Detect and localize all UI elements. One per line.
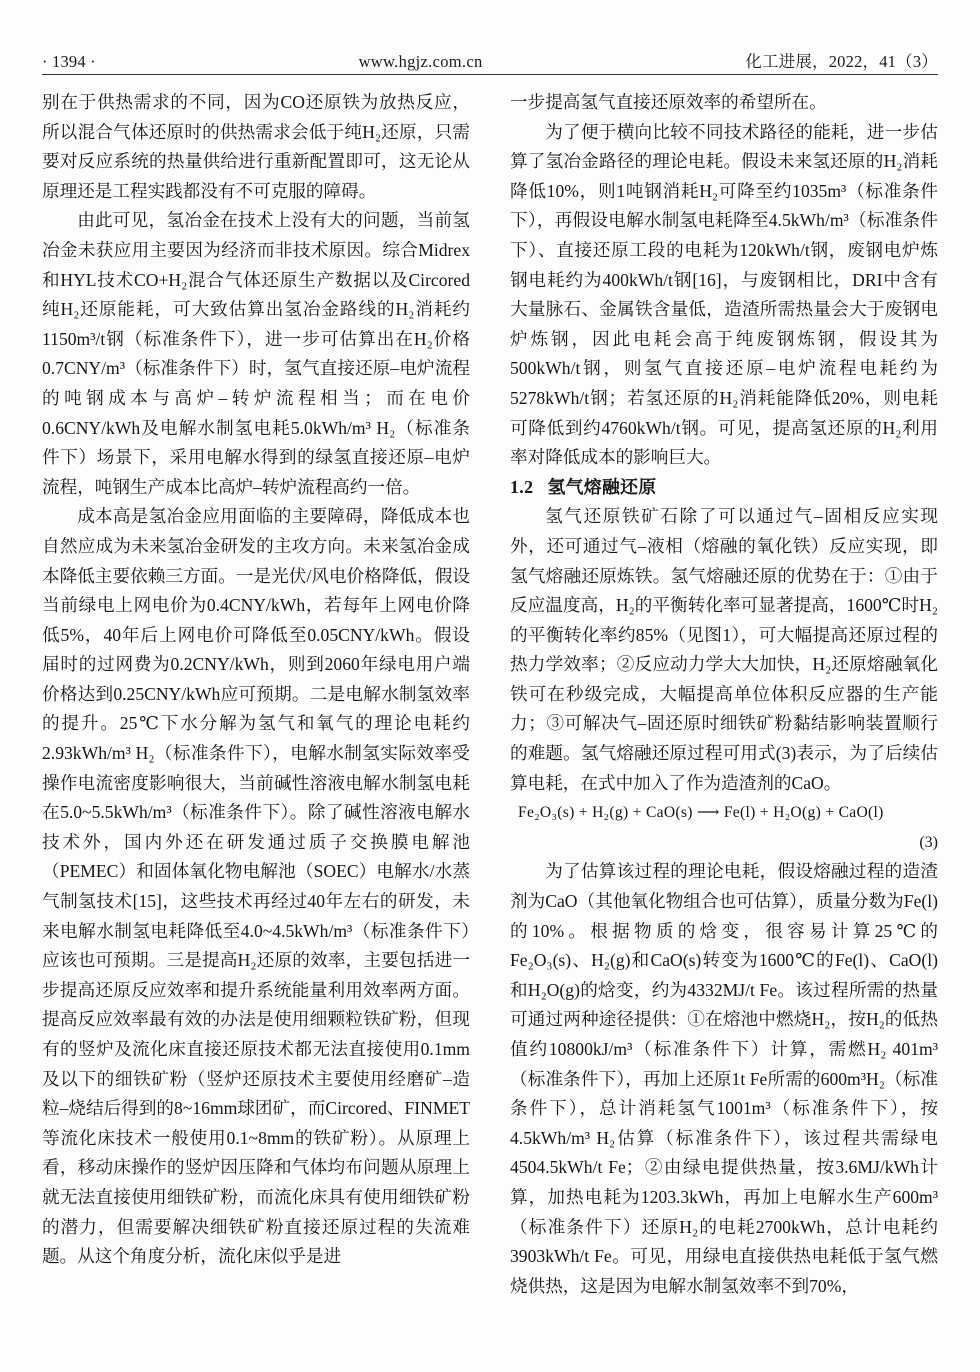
paragraph: 为了便于横向比较不同技术路径的能耗，进一步估算了氢冶金路径的理论电耗。假设未来氢还原的H₂消耗降低10%，则1吨钢消耗H₂可降至约1035m³（标准条件下），再假设电解水制氢电耗降至4.5kWh/m³（标准条件下）、直接还原工段的电耗为120kWh/t钢，废钢电炉炼钢电耗约为400kWh/t钢[16]，与废钢相比，DRI中含有大量脉石、金属铁含量低，造渣所需热量会大于废钢电炉炼钢，因此电耗会高于纯废钢炼钢，假设其为500kWh/t钢，则氢气直接还原–电炉流程电耗约为5278kWh/t钢；若氢还原的H₂消耗能降低20%，则电耗可降低到约4760kWh/t钢。可见，提高氢还原的H₂利用率对降低成本的影响巨大。 [510,121,938,468]
paragraph: 别在于供热需求的不同，因为CO还原铁为放热反应，所以混合气体还原时的供热需求会低于纯H₂还原，只需要对反应系统的热量供给进行重新配置即可，这无论从原理还是工程实践都没有不可克服的障碍。 [42,92,470,201]
section-number: 1.2 [510,476,534,497]
section-heading [510,473,938,503]
right-column [510,88,938,1350]
paragraph: 氢气还原铁矿石除了可以通过气–固相反应实现外，还可通过气–液相（熔融的氧化铁）反应实现，即氢气熔融还原炼铁。氢气熔融还原的优势在于：①由于反应温度高，H₂的平衡转化率可显著提高，1600℃时H₂的平衡转化率约85%（见图1），可大幅提高还原过程的热力学效率；②反应动力学大大加快，H₂还原熔融氧化铁可在秒级完成，大幅提高单位体积反应器的生产能力；③可解决气–固还原时细铁矿粉黏结影响装置顺行的难题。氢气熔融还原过程可用式(3)表示，为了后续估算电耗，在式中加入了作为造渣剂的CaO。 [510,506,938,793]
journal-url: www.hgjz.com.cn [358,52,483,71]
journal-citation: 化工进展，2022，41（3） [745,52,938,71]
running-head [42,42,938,72]
page-number: · 1394 · [42,52,96,71]
chemical-equation: Fe₂O₃(s) + H₂(g) + CaO(s) ⟶ Fe(l) + H₂O(g) + CaO(l) [518,804,884,822]
paragraph-continued: 一步提高氢气直接还原效率的希望所在。 [510,92,827,112]
left-column [42,88,470,1350]
paragraph: 由此可见，氢冶金在技术上没有大的问题，当前氢冶金未获应用主要因为经济而非技术原因。综合Midrex和HYL技术CO+H₂混合气体还原生产数据以及Circored纯H₂还原能耗，可大致估算出氢冶金路线的H₂消耗约1150m³/t钢（标准条件下），进一步可估算出在H₂价格0.7CNY/m³（标准条件下）时，氢气直接还原–电炉流程的吨钢成本与高炉–转炉流程相当；而在电价0.6CNY/kWh及电解水制氢电耗5.0kWh/m³ H₂（标准条件下）场景下，采用电解水得到的绿氢直接还原–电炉流程，吨钢生产成本比高炉–转炉流程高约一倍。 [42,210,470,497]
paragraph: 为了估算该过程的理论电耗，假设熔融过程的造渣剂为CaO（其他氧化物组合也可估算），质量分数为Fe(l)的10%。根据物质的焓变，很容易计算25℃的Fe₂O₃(s)、H₂(g)和CaO(s)转变为1600℃的Fe(l)、CaO(l)和H₂O(g)的焓变，约为4332MJ/t Fe。该过程所需的热量可通过两种途径提供：①在熔池中燃烧H₂，按H₂的低热值约10800kJ/m³（标准条件下）计算，需燃H₂ 401m³（标准条件下），再加上还原1t Fe所需的600m³H₂（标准条件下），总计消耗氢气1001m³（标准条件下），按4.5kWh/m³ H₂估算（标准条件下），该过程共需绿电4504.5kWh/t Fe；②由绿电提供热量，按3.6MJ/kWh计算，加热电耗为1203.3kWh，再加上电解水生产600m³（标准条件下）还原H₂的电耗2700kWh，总计电耗约3903kWh/t Fe。可见，用绿电直接供热电耗低于氢气燃烧供热，这是因为电解水制氢效率不到70%， [510,861,938,1296]
two-column-body [42,88,938,1350]
section-title: 氢气熔融还原 [547,476,657,497]
equation-number: (3) [919,833,938,851]
header-divider-rule [42,74,938,75]
paragraph: 成本高是氢冶金应用面临的主要障碍，降低成本也自然应成为未来氢冶金研发的主攻方向。未来氢冶金成本降低主要依赖三方面。一是光伏/风电价格降低，假设当前绿电上网电价为0.4CNY/kWh，若每年上网电价降低5%，40年后上网电价可降低至0.05CNY/kWh。假设届时的过网费为0.2CNY/kWh，则到2060年绿电用户端价格达到0.25CNY/kWh应可预期。二是电解水制氢效率的提升。25℃下水分解为氢气和氧气的理论电耗约2.93kWh/m³ H₂（标准条件下），电解水制氢实际效率受操作电流密度影响很大，当前碱性溶液电解水制氢电耗在5.0~5.5kWh/m³（标准条件下）。除了碱性溶液电解水技术外，国内外还在研发通过质子交换膜电解池（PEMEC）和固体氧化物电解池（SOEC）电解水/水蒸气制氢技术[15]，这些技术再经过40年左右的研发，未来电解水制氢电耗降低至4.0~4.5kWh/m³（标准条件下）应该也可预期。三是提高H₂还原的效率，主要包括进一步提高还原反应效率和提升系统能量利用效率两方面。提高反应效率最有效的办法是使用细颗粒铁矿粉，但现有的竖炉及流化床直接还原技术都无法直接使用0.1mm及以下的细铁矿粉（竖炉还原技术主要使用经磨矿–造粒–烧结后得到的8~16mm球团矿，而Circored、FINMET等流化床技术一般使用0.1~8mm的铁矿粉）。从原理上看，移动床操作的竖炉因压降和气体均布问题从原理上就无法直接使用细铁矿粉，而流化床具有使用细铁矿粉的潜力，但需要解决细铁矿粉直接还原过程的失流难题。从这个角度分析，流化床似乎是进 [42,506,470,1267]
